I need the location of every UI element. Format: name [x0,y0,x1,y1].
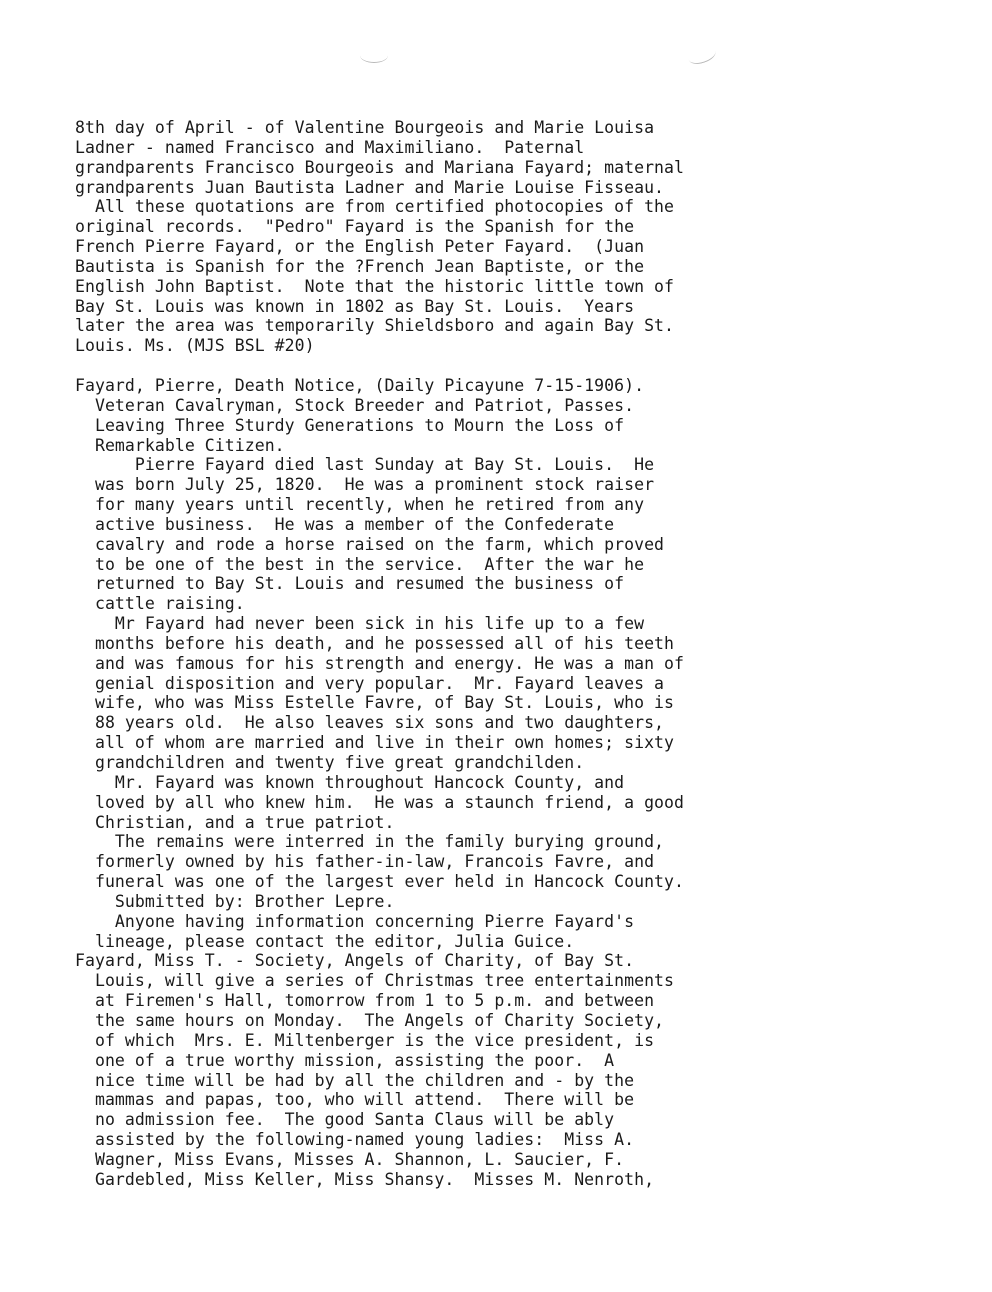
text-line: grandparents Juan Bautista Ladner and Marie Louise Fisseau. [75,177,665,197]
text-line: Remarkable Citizen. [75,435,285,455]
text-line: grandparents Francisco Bourgeois and Mariana Fayard; maternal [75,157,685,177]
text-line: the same hours on Monday. The Angels of Charity Society, [75,1010,665,1030]
text-line: Louis. Ms. (MJS BSL #20) [75,336,315,356]
text-line: 8th day of April - of Valentine Bourgeois and Marie Louisa [75,118,655,137]
text-line: Gardebled, Miss Keller, Miss Shansy. Misses M. Nenroth, [75,1169,655,1189]
text-line: at Firemen's Hall, tomorrow from 1 to 5 p.m. and between [75,991,655,1011]
text-line: lineage, please contact the editor, Julia Guice. [75,931,575,951]
scan-mark-right [686,44,717,67]
text-line: was born July 25, 1820. He was a prominent stock raiser [75,475,655,495]
text-line: Bay St. Louis was known in 1802 as Bay St. Louis. Years [75,296,635,316]
text-line: Christian, and a true patriot. [75,812,395,832]
text-line: months before his death, and he possessed all of his teeth [75,633,675,653]
text-line: Fayard, Pierre, Death Notice, (Daily Picayune 7-15-1906). [75,375,645,395]
text-line: The remains were interred in the family burying ground, [75,832,665,852]
text-line: all of whom are married and live in their own homes; sixty [75,733,675,753]
text-line: Mr Fayard had never been sick in his life up to a few [75,614,645,634]
text-line: Fayard, Miss T. - Society, Angels of Charity, of Bay St. [75,951,635,971]
text-line: one of a true worthy mission, assisting the poor. A [75,1050,615,1070]
text-line: Bautista is Spanish for the ?French Jean Baptiste, or the [75,256,645,276]
text-line: cattle raising. [75,594,245,614]
text-line: active business. He was a member of the Confederate [75,514,615,534]
text-line: 88 years old. He also leaves six sons and two daughters, [75,713,665,733]
text-line: Wagner, Miss Evans, Misses A. Shannon, L. Saucier, F. [75,1149,625,1169]
text-line: formerly owned by his father-in-law, Francois Favre, and [75,852,655,872]
text-line: Veteran Cavalryman, Stock Breeder and Patriot, Passes. [75,395,635,415]
text-line: wife, who was Miss Estelle Favre, of Bay St. Louis, who is [75,693,675,713]
text-line: returned to Bay St. Louis and resumed the business of [75,574,625,594]
text-line: loved by all who knew him. He was a staunch friend, a good [75,792,685,812]
text-line: funeral was one of the largest ever held in Hancock County. [75,872,685,892]
text-line: English John Baptist. Note that the historic little town of [75,276,675,296]
text-line: later the area was temporarily Shieldsboro and again Bay St. [75,316,675,336]
text-line: Pierre Fayard died last Sunday at Bay St. Louis. He [75,455,655,475]
text-line: cavalry and rode a horse raised on the farm, which proved [75,534,665,554]
text-line: Louis, will give a series of Christmas tree entertainments [75,971,675,991]
paragraph-gap [75,356,975,376]
scan-mark-left [360,48,388,63]
text-line: no admission fee. The good Santa Claus will be ably [75,1110,615,1130]
text-line: All these quotations are from certified photocopies of the [75,197,675,217]
text-line: mammas and papas, too, who will attend. There will be [75,1090,635,1110]
document-body [75,118,975,1190]
text-line: French Pierre Fayard, or the English Peter Fayard. (Juan [75,237,645,257]
text-line: and was famous for his strength and energy. He was a man of [75,653,685,673]
text-line: Ladner - named Francisco and Maximiliano. Paternal [75,137,585,157]
text-line: Mr. Fayard was known throughout Hancock County, and [75,772,625,792]
text-line: genial disposition and very popular. Mr. Fayard leaves a [75,673,665,693]
text-line: to be one of the best in the service. After the war he [75,554,645,574]
text-line: Anyone having information concerning Pierre Fayard's [75,911,635,931]
text-line: of which Mrs. E. Miltenberger is the vice president, is [75,1030,655,1050]
text-line: nice time will be had by all the children and - by the [75,1070,635,1090]
text-line: grandchildren and twenty five great grandchilden. [75,753,585,772]
text-line: Submitted by: Brother Lepre. [75,891,395,911]
text-line: Leaving Three Sturdy Generations to Mourn the Loss of [75,415,625,435]
text-line: original records. "Pedro" Fayard is the Spanish for the [75,217,635,237]
text-line: assisted by the following-named young ladies: Miss A. [75,1130,635,1150]
text-line: for many years until recently, when he retired from any [75,495,645,515]
